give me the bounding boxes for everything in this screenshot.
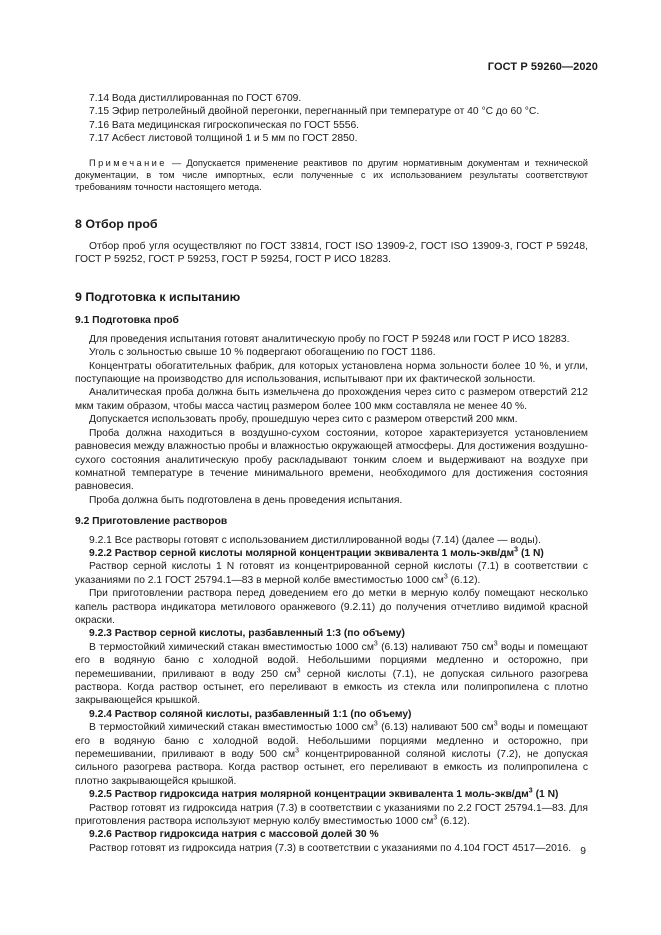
paragraph-9-1-7: Проба должна быть подготовлена в день проведения испытания. xyxy=(89,494,403,506)
page-header-standard-code: ГОСТ Р 59260—2020 xyxy=(487,61,598,73)
paragraph-9-2-1: 9.2.1 Все растворы готовят с использованием дистиллированной воды (7.14) (далее — воды). xyxy=(89,534,541,546)
paragraph-9-1-2: Уголь с зольностью свыше 10 % подвергают обогащению по ГОСТ 1186. xyxy=(89,347,436,359)
paragraph-9-1-5: Допускается использовать пробу, прошедшую через сито с размером отверстий 200 мкм. xyxy=(89,414,518,426)
paragraph-9-1-3: Концентраты обогатительных фабрик, для которых установлена норма зольности более 10 %, и угли, поступающие на производство для использования, испытывают при их фактической зольности. xyxy=(75,360,588,386)
paragraph-9-1-1: Для проведения испытания готовят аналитическую пробу по ГОСТ Р 59248 или ГОСТ Р ИСО 18283. xyxy=(89,333,570,345)
heading-9-2-5: 9.2.5 Раствор гидроксида натрия молярной концентрации эквивалента 1 моль-$экв/дм^3$ (1 N) xyxy=(89,787,559,801)
paragraph-9-2-5: Раствор готовят из гидроксида натрия (7.3) в соответствии с указаниями по 2.2 ГОСТ 25794.1—83. Для приготовления раствора используют мерную колбу вместимостью 1000 $см^3$ (6.12). xyxy=(75,802,588,828)
section-9-title: 9 Подготовка к испытанию xyxy=(75,290,241,305)
list-item-7-15: 7.15 Эфир петролейный двойной перегонки, перегнанный при температуре от 40 °С до 60 °С. xyxy=(89,106,540,118)
list-item-7-17: 7.17 Асбест листовой толщиной 1 и 5 мм по ГОСТ 2850. xyxy=(89,133,358,145)
list-item-7-14: 7.14 Вода дистиллированная по ГОСТ 6709. xyxy=(89,93,302,104)
paragraph-9-2-3: В термостойкий химический стакан вместимостью 1000 $см^3$ (6.13) наливают 750 $см^3$ воды и помещают его в водяную баню с холодной водой. Небольшими порциями медленно и осторожно, при перемешивании, приливают в воду 250 $см^3$ серной кислоты (7.1), не допуская сильного разогрева раствора. Когда раствор остынет, его переливают в емкость из стекла или полипропилена с плотно закрывающейся крышкой. xyxy=(75,640,588,707)
paragraph-9-2-2-b: При приготовлении раствора перед доведением его до метки в мерную колбу помещают несколько капель раствора индикатора метилового оранжевого (9.2.11) до получения отчетливо видимой красной окраски. xyxy=(75,588,588,626)
subsection-9-2-title: 9.2 Приготовление растворов xyxy=(75,516,228,528)
section-8-text: Отбор проб угля осуществляют по ГОСТ 33814, ГОСТ ISO 13909-2, ГОСТ ISO 13909-3, ГОСТ Р 59248, ГОСТ Р 59252, ГОСТ Р 59253, ГОСТ Р 59254, ГОСТ Р ИСО 18283. xyxy=(75,240,588,266)
paragraph-9-2-4: В термостойкий химический стакан вместимостью 1000 $см^3$ (6.13) наливают 500 $см^3$ воды и помещают его в водяную баню с холодной водой. Небольшими порциями медленно и осторожно, при перемешивании, приливают в воду 500 $см^3$ концентрированной соляной кислоты (7.2), не допуская сильного разогрева раствора. Когда раствор остынет, его переливают в емкость из полипропилена с плотно закрывающейся крышкой. xyxy=(75,720,588,787)
note-paragraph xyxy=(75,157,588,193)
paragraph-9-2-6: Раствор готовят из гидроксида натрия (7.3) в соответствии с указаниями по 4.104 ГОСТ 4517—2016. xyxy=(89,842,572,854)
paragraph-9-2-2-a: Раствор серной кислоты 1 N готовят из концентрированной серной кислоты (7.1) в соответствии с указаниями по 2.1 ГОСТ 25794.1—83 в мерной колбе вместимостью 1000 $см^3$ (6.12). xyxy=(75,561,588,586)
heading-9-2-4: 9.2.4 Раствор соляной кислоты, разбавленный 1:1 (по объему) xyxy=(89,708,412,720)
note-label: Примечание xyxy=(89,157,167,168)
document-body xyxy=(75,92,588,855)
list-item-7-16: 7.16 Вата медицинская гигроскопическая по ГОСТ 5556. xyxy=(89,119,360,131)
paragraph-9-1-4: Аналитическая проба должна быть измельчена до прохождения через сито с размером отверстий 212 мкм таким образом, чтобы масса частиц размером более 100 мкм составляла не менее 40 %. xyxy=(75,387,588,412)
page-number: 9 xyxy=(580,846,586,857)
heading-9-2-2: 9.2.2 Раствор серной кислоты молярной концентрации эквивалента 1 моль-$экв/дм^3$ (1 N) xyxy=(89,546,544,559)
note-text: — Допускается применение реактивов по другим нормативным документам и технической документации, в том числе импортных, если полученные с их использованием результаты соответствуют требованиям точности настоящего метода. xyxy=(75,157,588,192)
subsection-9-1-title: 9.1 Подготовка проб xyxy=(75,315,179,327)
heading-9-2-3: 9.2.3 Раствор серной кислоты, разбавленный 1:3 (по объему) xyxy=(89,628,405,640)
paragraph-9-1-6: Проба должна находиться в воздушно-сухом состоянии, которое характеризуется установлением равновесия между влажностью пробы и влажностью окружающей атмосферы. Для достижения воздушно-сухого состояния аналитическую пробу раскладывают тонким слоем и выдерживают на воздухе при комнатной температуре в течение минимального времени, необходимого для достижения состояния равновесия. xyxy=(75,427,588,493)
heading-9-2-6: 9.2.6 Раствор гидроксида натрия с массовой долей 30 % xyxy=(89,829,379,841)
section-8-title: 8 Отбор проб xyxy=(75,216,158,231)
